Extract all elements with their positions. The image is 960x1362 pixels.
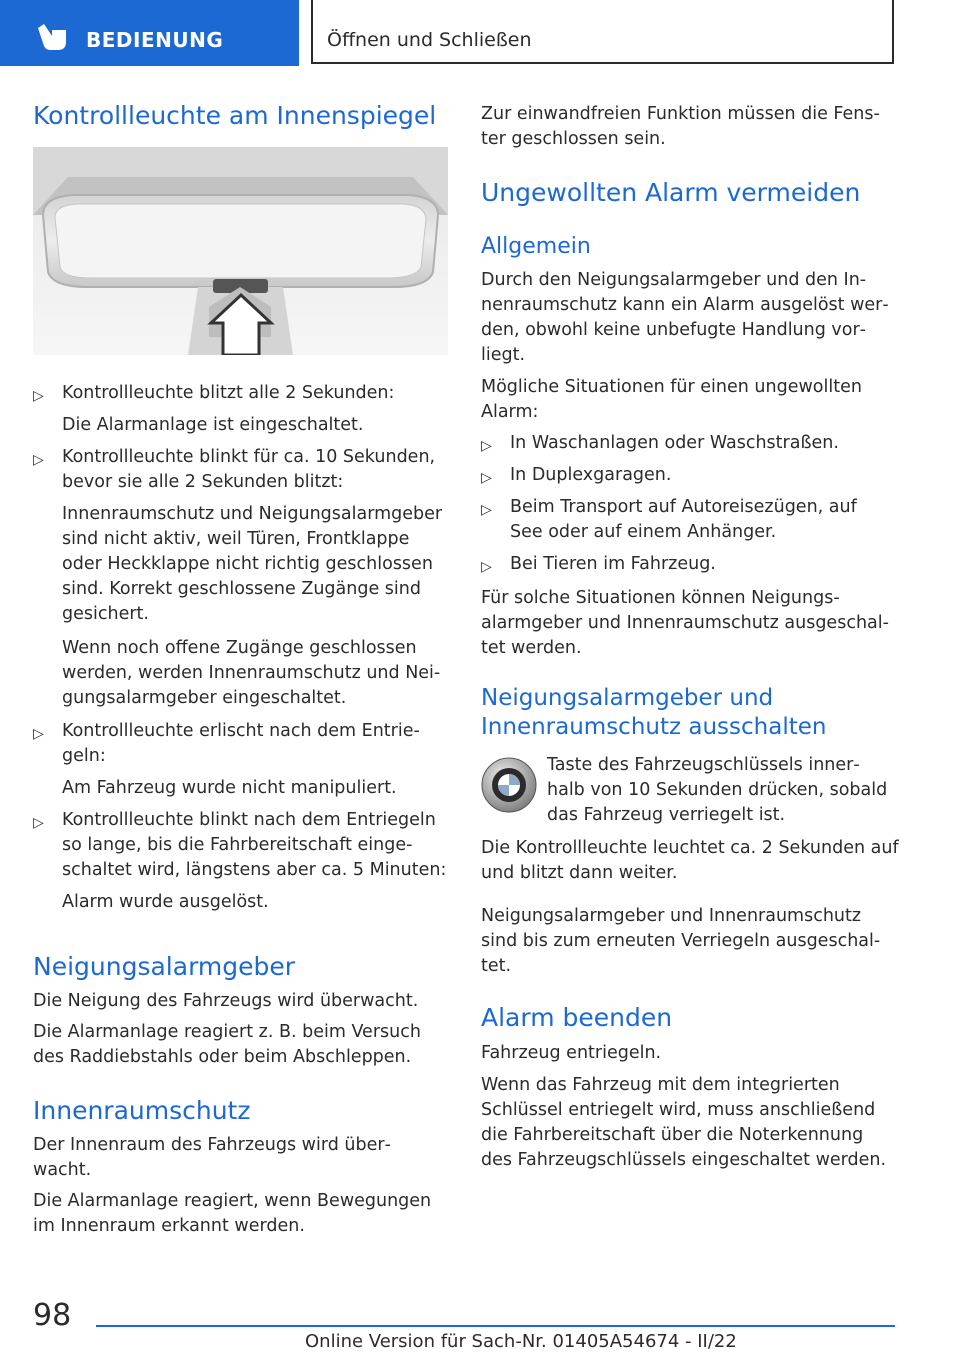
- heading-alarm-beenden: Alarm beenden: [481, 1003, 673, 1032]
- situation-item-4: Bei Tieren im Fahrzeug.: [510, 554, 716, 574]
- paragraph-entriegeln: Fahrzeug entriegeln.: [481, 1043, 662, 1063]
- bmw-key-icon: [481, 757, 537, 813]
- paragraph-ausschalten: Für solche Situationen können Neigungs‐ alarmgeber und Innenraumschutz ausgeschal‐ tet werden.: [481, 588, 889, 658]
- bullet-marker: ▷: [33, 452, 44, 468]
- footer-divider: [96, 1325, 895, 1327]
- section-label: BEDIENUNG: [86, 28, 224, 52]
- page-number: 98: [33, 1298, 72, 1333]
- paragraph-bis: Neigungsalarmgeber und Innenraumschutz sind bis zum erneuten Verriegeln ausgeschal‐ tet.: [481, 906, 881, 976]
- chapter-title: Öffnen und Schließen: [327, 29, 532, 51]
- bullet-marker: ▷: [481, 559, 492, 575]
- paragraph-situationen: Mögliche Situationen für einen ungewollten Alarm:: [481, 377, 862, 422]
- paragraph-intro: Zur einwandfreien Funktion müssen die Fens‐ ter geschlossen sein.: [481, 104, 880, 149]
- bullet-sub-1: Die Alarmanlage ist eingeschaltet.: [62, 415, 364, 435]
- bullet-marker: ▷: [481, 438, 492, 454]
- bullet-text-4: Kontrollleuchte blinkt nach dem Entriegeln so lange, bis die Fahrbereitschaft einge‐ schaltet wird, längstens aber ca. 5 Minuten:: [62, 810, 447, 880]
- bullet-marker: ▷: [481, 470, 492, 486]
- paragraph-innen-1: Der Innenraum des Fahrzeugs wird über‐ wacht.: [33, 1135, 391, 1180]
- rear-view-mirror-illustration: [33, 147, 448, 355]
- heading-ungewollten-alarm: Ungewollten Alarm vermeiden: [481, 178, 861, 207]
- bullet-sub-2: Innenraumschutz und Neigungsalarmgeber sind nicht aktiv, weil Türen, Frontklappe oder Heckklappe nicht richtig geschlossen sind. Korrekt geschlossene Zugänge sind gesichert.: [62, 504, 443, 624]
- paragraph-neigung-1: Die Neigung des Fahrzeugs wird überwacht.: [33, 991, 419, 1011]
- situation-item-3: Beim Transport auf Autoreisezügen, auf See oder auf einem Anhänger.: [510, 497, 857, 542]
- heading-ausschalten: Neigungsalarmgeber und Innenraumschutz ausschalten: [481, 685, 827, 740]
- footer-version: Online Version für Sach-Nr. 01405A54674 - II/22: [305, 1331, 737, 1352]
- heading-neigungsalarmgeber: Neigungsalarmgeber: [33, 952, 296, 981]
- bullet-sub-4: Alarm wurde ausgelöst.: [62, 892, 269, 912]
- paragraph-innen-2: Die Alarmanlage reagiert, wenn Bewegungen im Innenraum erkannt werden.: [33, 1191, 432, 1236]
- situation-item-2: In Duplexgaragen.: [510, 465, 672, 485]
- bullet-marker: ▷: [33, 388, 44, 404]
- paragraph-allgemein: Durch den Neigungsalarmgeber und den In‐ nenraumschutz kann ein Alarm ausgelöst wer‐ den, obwohl keine unbefugte Handlung vor‐ liegt.: [481, 270, 889, 365]
- bullet-text-3: Kontrollleuchte erlischt nach dem Entrie‐ geln:: [62, 721, 420, 766]
- bullet-sub-3: Am Fahrzeug wurde nicht manipuliert.: [62, 778, 397, 798]
- section-tab[interactable]: [0, 0, 299, 66]
- bullet-marker: ▷: [481, 502, 492, 518]
- bullet-marker: ▷: [33, 815, 44, 831]
- paragraph-neigung-2: Die Alarmanlage reagiert z. B. beim Versuch des Raddiebstahls oder beim Abschleppen.: [33, 1022, 421, 1067]
- hand-pointer-icon: [36, 22, 68, 52]
- heading-innenraumschutz: Innenraumschutz: [33, 1096, 251, 1125]
- situation-item-1: In Waschanlagen oder Waschstraßen.: [510, 433, 839, 453]
- heading-allgemein: Allgemein: [481, 234, 591, 259]
- bullet-text-1: Kontrollleuchte blitzt alle 2 Sekunden:: [62, 383, 395, 403]
- bullet-marker: ▷: [33, 726, 44, 742]
- chapter-title-box: [311, 0, 894, 64]
- paragraph-taste: Taste des Fahrzeugschlüssels inner‐ halb von 10 Sekunden drücken, sobald das Fahrzeug verriegelt ist.: [547, 755, 888, 825]
- paragraph-leuchtet: Die Kontrollleuchte leuchtet ca. 2 Sekunden auf und blitzt dann weiter.: [481, 838, 899, 883]
- heading-kontrollleuchte: Kontrollleuchte am Innenspiegel: [33, 101, 437, 130]
- paragraph-wenn: Wenn das Fahrzeug mit dem integrierten Schlüssel entriegelt wird, muss anschließend die Fahrbereitschaft über die Noterkennung des Fahrzeugschlüssels eingeschaltet werden.: [481, 1075, 887, 1170]
- bullet-sub-2b: Wenn noch offene Zugänge geschlossen werden, werden Innenraumschutz und Nei‐ gungsalarmgeber eingeschaltet.: [62, 638, 441, 708]
- bullet-text-2: Kontrollleuchte blinkt für ca. 10 Sekunden, bevor sie alle 2 Sekunden blitzt:: [62, 447, 436, 492]
